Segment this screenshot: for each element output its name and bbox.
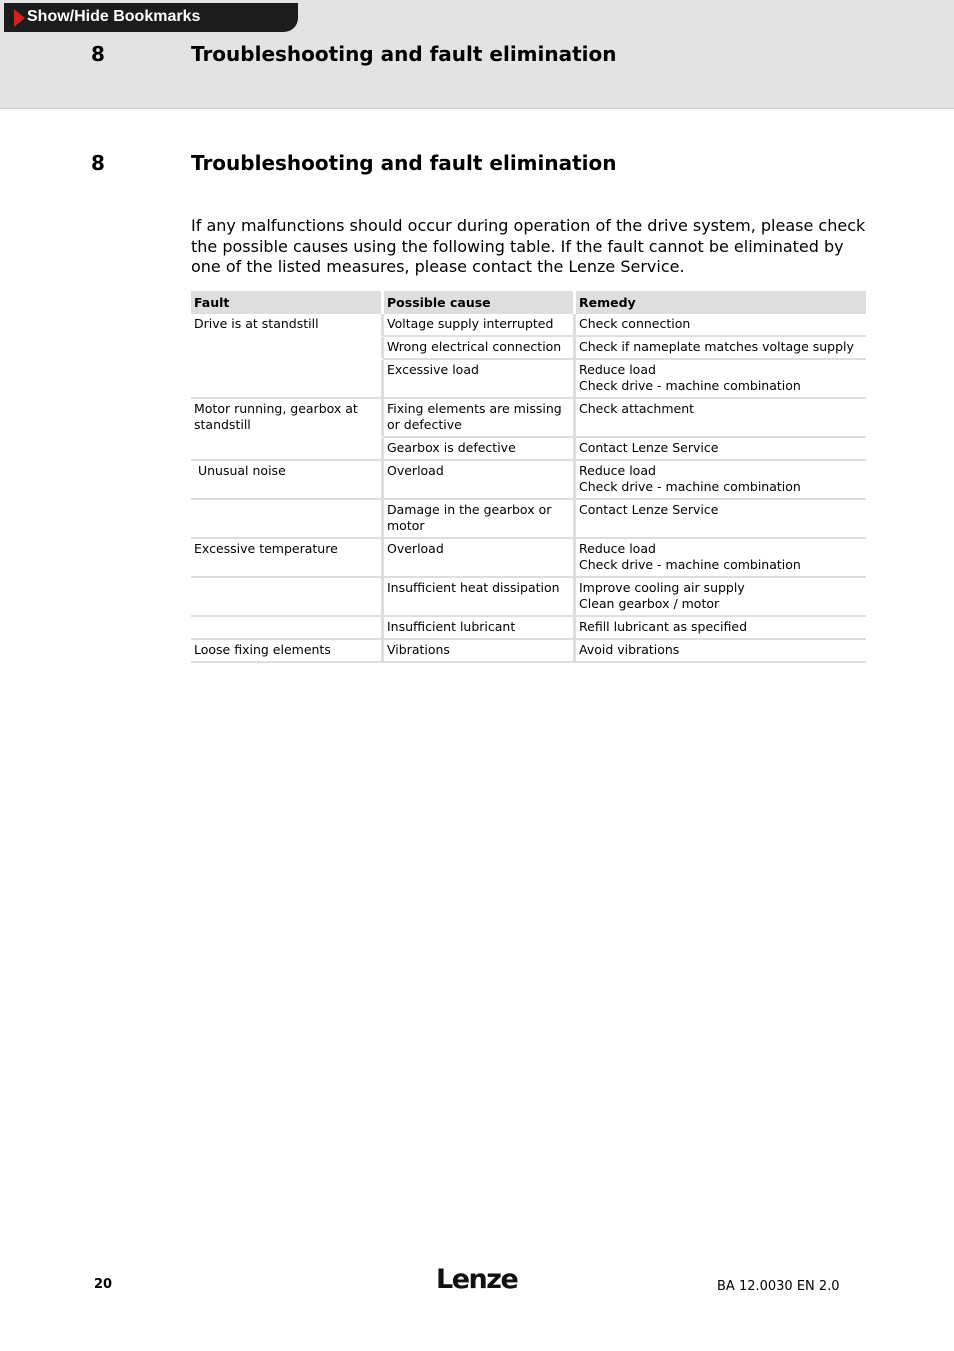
cause-cell: [384, 461, 576, 500]
cause-text: Gearbox is defective: [387, 440, 516, 455]
cause-text: Vibrations: [387, 642, 450, 657]
table-row: [191, 399, 866, 438]
cause-text: Damage in the gearbox or motor: [387, 502, 552, 533]
column-header-remedy: Remedy: [576, 291, 866, 314]
document-id: BA 12.0030 EN 2.0: [717, 1279, 840, 1294]
cause-text: Insufficient lubricant: [387, 619, 516, 634]
column-header-fault: Fault: [191, 291, 384, 314]
remedy-text: Improve cooling air supply: [579, 580, 745, 595]
remedy-cell: [576, 461, 866, 500]
fault-cell: [191, 438, 384, 461]
play-arrow-icon: [14, 9, 25, 27]
section-number: 8: [91, 151, 105, 175]
cause-text: Overload: [387, 541, 444, 556]
table-row: [191, 461, 866, 500]
table-row: [191, 640, 866, 663]
show-hide-bookmarks-button[interactable]: [4, 3, 298, 32]
table-row: [191, 337, 866, 360]
cause-cell: [384, 360, 576, 399]
header-band: [0, 0, 954, 109]
cause-text: Excessive load: [387, 362, 479, 377]
remedy-text: Check drive - machine combination: [579, 479, 801, 494]
table-row: [191, 500, 866, 539]
cause-text: Insufficient heat dissipation: [387, 580, 560, 595]
remedy-cell: [576, 360, 866, 399]
page-number: 20: [94, 1277, 113, 1292]
column-header-possible-cause: Possible cause: [384, 291, 576, 314]
remedy-cell: [576, 399, 866, 438]
cause-cell: [384, 500, 576, 539]
table-row: [191, 578, 866, 617]
remedy-cell: [576, 539, 866, 578]
remedy-cell: [576, 500, 866, 539]
header-chapter-title: Troubleshooting and fault elimination: [191, 42, 617, 66]
bookmarks-button-label: Show/Hide Bookmarks: [27, 8, 201, 25]
remedy-cell: [576, 640, 866, 663]
remedy-cell: [576, 438, 866, 461]
fault-cell: Excessive temperature: [191, 539, 384, 578]
section-title: Troubleshooting and fault elimination: [191, 151, 617, 175]
remedy-cell: [576, 314, 866, 337]
fault-cell: Drive is at standstill: [191, 314, 384, 337]
table-row: [191, 539, 866, 578]
table-row: [191, 438, 866, 461]
remedy-text: Reduce load: [579, 362, 656, 377]
cause-cell: [384, 399, 576, 438]
cause-cell: [384, 539, 576, 578]
remedy-cell: [576, 337, 866, 360]
cause-cell: [384, 337, 576, 360]
fault-cell: Motor running, gearbox at standstill: [191, 399, 384, 438]
remedy-text: Check drive - machine combination: [579, 378, 801, 393]
fault-cell: [191, 360, 384, 399]
fault-cell: Loose fixing elements: [191, 640, 384, 663]
remedy-text: Clean gearbox / motor: [579, 596, 720, 611]
remedy-text: Reduce load: [579, 541, 656, 556]
cause-cell: [384, 617, 576, 640]
cause-cell: [384, 640, 576, 663]
fault-cell: Unusual noise: [191, 461, 384, 500]
remedy-cell: [576, 617, 866, 640]
table-row: [191, 314, 866, 337]
cause-cell: [384, 438, 576, 461]
remedy-text: Check attachment: [579, 401, 695, 416]
remedy-text: Contact Lenze Service: [579, 502, 719, 517]
remedy-text: Check drive - machine combination: [579, 557, 801, 572]
table-row: [191, 617, 866, 640]
cause-text: Overload: [387, 463, 444, 478]
fault-cell: [191, 337, 384, 360]
table-row: [191, 360, 866, 399]
remedy-text: Reduce load: [579, 463, 656, 478]
cause-text: Fixing elements are missing or defective: [387, 401, 562, 432]
remedy-text: Check connection: [579, 316, 691, 331]
cause-text: Voltage supply interrupted: [387, 316, 554, 331]
remedy-text: Avoid vibrations: [579, 642, 680, 657]
fault-cell: [191, 578, 384, 617]
table-header-row: [191, 291, 866, 314]
cause-cell: [384, 314, 576, 337]
remedy-text: Refill lubricant as specified: [579, 619, 748, 634]
remedy-text: Check if nameplate matches voltage supply: [579, 339, 854, 354]
header-chapter-number: 8: [91, 42, 105, 66]
fault-cell: [191, 617, 384, 640]
cause-text: Wrong electrical connection: [387, 339, 562, 354]
fault-table: [191, 291, 866, 663]
cause-cell: [384, 578, 576, 617]
remedy-text: Contact Lenze Service: [579, 440, 719, 455]
remedy-cell: [576, 578, 866, 617]
fault-cell: [191, 500, 384, 539]
lenze-logo: Lenze: [436, 1264, 518, 1295]
intro-paragraph: If any malfunctions should occur during operation of the drive system, please check the possible causes using the following table. If the fault cannot be eliminated by one of the listed measures, please contact the Lenze Service.: [191, 216, 866, 276]
